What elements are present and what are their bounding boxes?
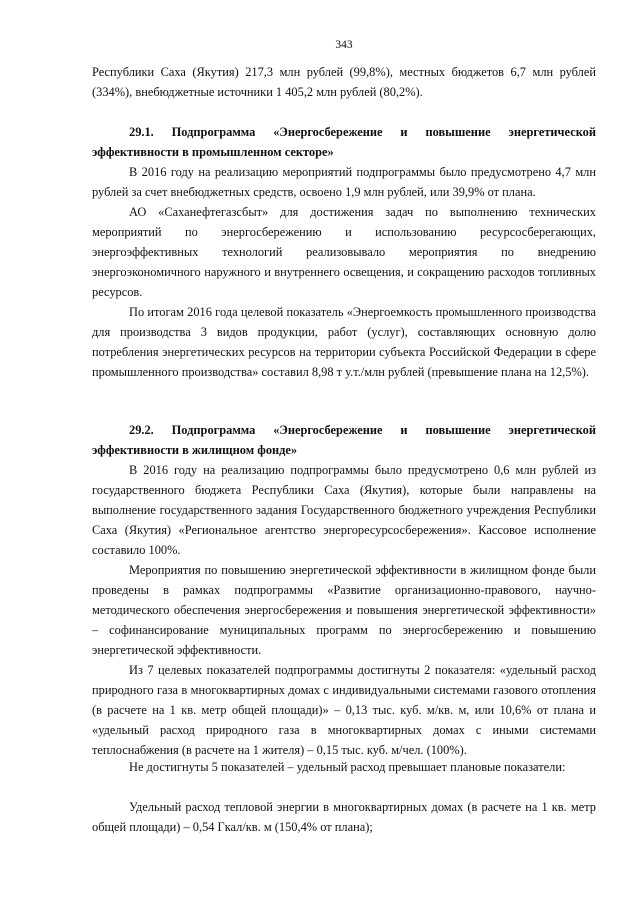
- page-number: 343: [335, 39, 353, 51]
- section-29-2-paragraph-2: Мероприятия по повышению энергетической эффективности в жилищном фонде были проведены в рамках подпрограммы «Развитие организационно-правового, научно-методического обеспечения энергосбережения и повышения энергетической эффективности» – софинансирование муниципальных программ по энергосбережению и повышению энергетической эффективности.: [92, 563, 596, 657]
- heat-energy-paragraph: Удельный расход тепловой энергии в многоквартирных домах (в расчете на 1 кв. метр общей площади) – 0,54 Гкал/кв. м (150,4% от плана);: [92, 800, 596, 834]
- section-29-1-paragraph-3: По итогам 2016 года целевой показатель «Энергоемкость промышленного производства для производства 3 видов продукции, работ (услуг), составляющих основную долю потребления энергетических ресурсов на территории субъекта Российской Федерации в сфере промышленного производства» составил 8,98 т у.т./млн рублей (превышение плана на 12,5%).: [92, 305, 596, 379]
- section-29-1-paragraph-2: АО «Саханефтегазсбыт» для достижения задач по выполнению технических мероприятий по энергосбережению и использованию ресурсосберегающих, энергоэффективных технологий реализовывало мероприятия по внедрению энергоэкономичного наружного и внутреннего освещения, и сокращению расходов топливных ресурсов.: [92, 205, 596, 299]
- section-29-1-paragraph-1: В 2016 году на реализацию мероприятий подпрограммы было предусмотрено 4,7 млн рублей за счет внебюджетных средств, освоено 1,9 млн рублей, или 39,9% от плана.: [92, 165, 596, 199]
- section-29-2-paragraph-3: Из 7 целевых показателей подпрограммы достигнуты 2 показателя: «удельный расход природного газа в многоквартирных домах с индивидуальными системами газового отопления (в расчете на 1 кв. метр общей площади)» – 0,13 тыс. куб. м/кв. м, или 10,6% от плана и «удельный расход природного газа в многоквартирных домах с иными системами теплоснабжения (в расчете на 1 жителя) – 0,15 тыс. куб. м/чел. (100%).: [92, 663, 596, 757]
- heat-energy-section: [92, 797, 596, 837]
- section-29-2: [92, 420, 596, 760]
- section-29-1-heading: 29.1. Подпрограмма «Энергосбережение и повышение энергетической эффективности в промышленном секторе»: [92, 125, 596, 159]
- not-achieved-section: [92, 757, 596, 777]
- section-29-2-heading: 29.2. Подпрограмма «Энергосбережение и повышение энергетической эффективности в жилищном фонде»: [92, 423, 596, 457]
- not-achieved-paragraph: Не достигнуты 5 показателей – удельный расход превышает плановые показатели:: [129, 760, 566, 774]
- intro-section: [92, 62, 596, 102]
- section-29-1: [92, 122, 596, 382]
- section-29-2-paragraph-1: В 2016 году на реализацию подпрограммы было предусмотрено 0,6 млн рублей из государственного бюджета Республики Саха (Якутия), которые были направлены на выполнение государственного задания Государственного бюджетного учреждения Республики Саха (Якутия) «Региональное агентство энергоресурсосбережения». Кассовое исполнение составило 100%.: [92, 463, 596, 557]
- intro-paragraph: Республики Саха (Якутия) 217,3 млн рублей (99,8%), местных бюджетов 6,7 млн рублей (334%), внебюджетные источники 1 405,2 млн рублей (80,2%).: [92, 65, 596, 99]
